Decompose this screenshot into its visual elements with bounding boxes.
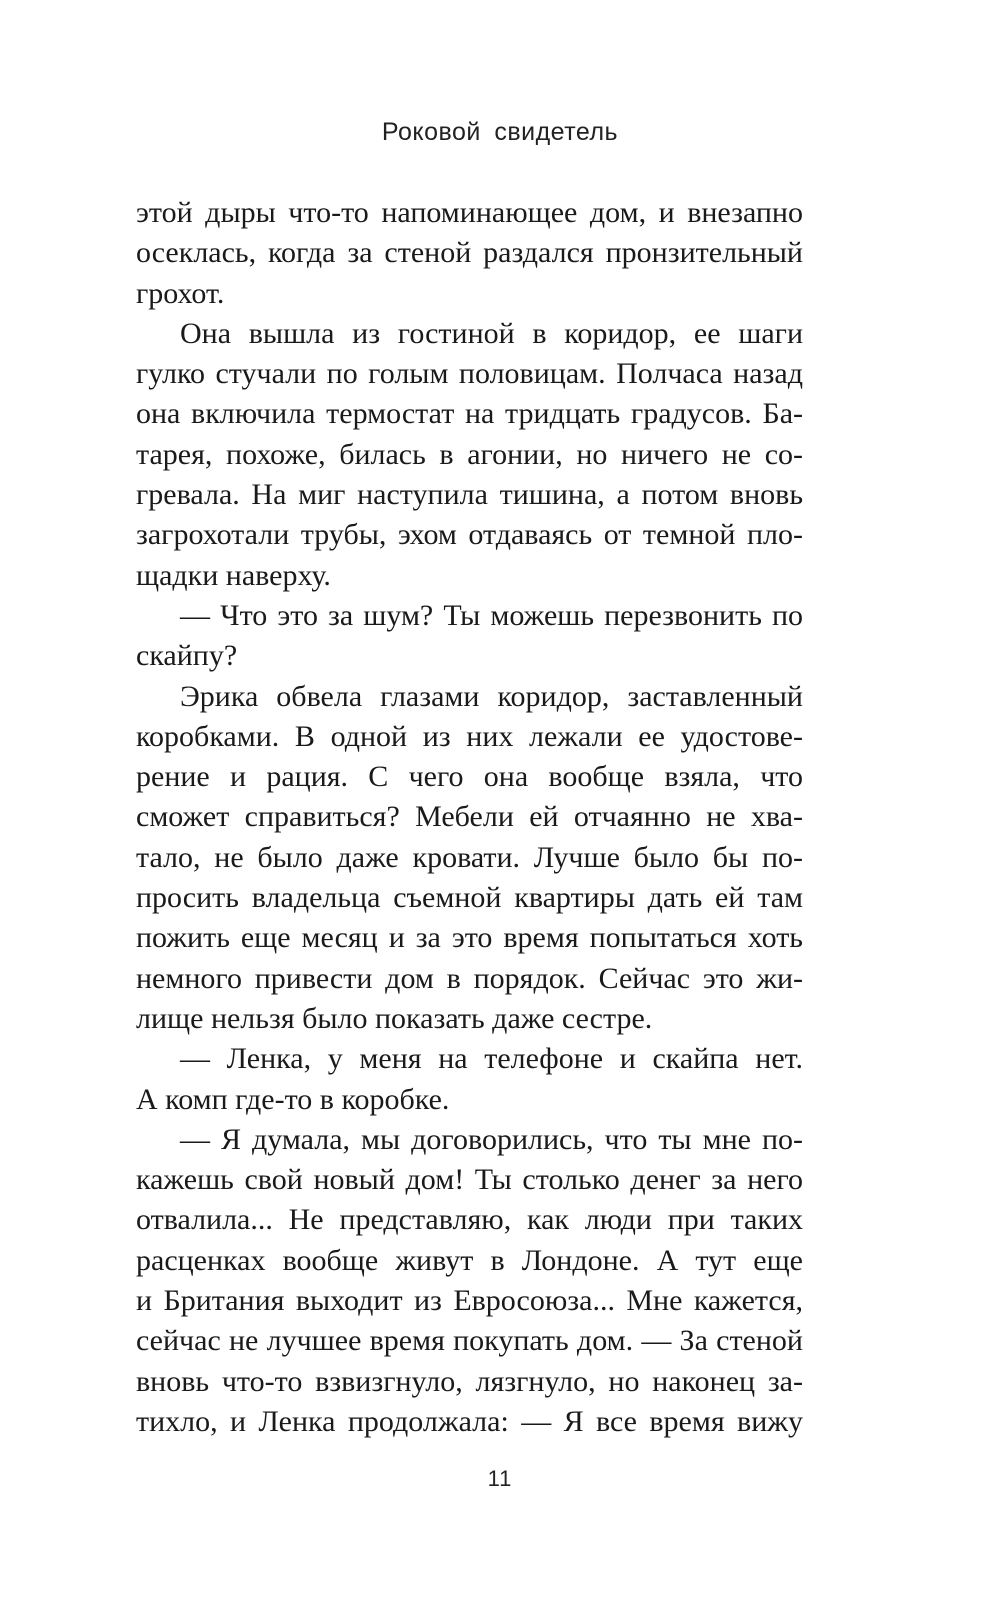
text-line: загрохотали трубы, эхом отдаваясь от темной пло- [136, 518, 803, 552]
text-line: рение и рация. С чего она вообще взяла, что [136, 760, 803, 794]
text-line: — Что это за шум? Ты можешь перезвонить по [180, 598, 803, 632]
text-line: расценках вообще живут в Лондоне. А тут еще [136, 1243, 803, 1277]
text-line: тихло, и Ленка продолжала: — Я все время вижу [136, 1404, 803, 1438]
text-line: скайпу? [136, 639, 238, 673]
text-line: осеклась, когда за стеной раздался пронзительный [136, 236, 803, 270]
text-line: этой дыры что-то напоминающее дом, и внезапно [136, 196, 803, 229]
text-line: пожить еще месяц и за это время попытаться хоть [136, 921, 803, 955]
text-line: и Британия выходит из Евросоюза... Мне кажется, [136, 1284, 803, 1318]
body-text [136, 193, 803, 1442]
running-head-title: Роковой свидетель [381, 118, 619, 146]
page-number: 11 [487, 1466, 513, 1491]
text-line: отвалила... Не представляю, как люди при таких [136, 1203, 803, 1237]
text-line: сейчас не лучшее время покупать дом. — За стеной [136, 1324, 803, 1358]
text-line: вновь что-то взвизгнуло, лязгнуло, но наконец за- [136, 1364, 803, 1398]
text-line: тало, не было даже кровати. Лучше было бы по- [136, 840, 803, 874]
text-line: она включила термостат на тридцать градусов. Ба- [136, 397, 803, 431]
text-line: просить владельца съемной квартиры дать ей там [136, 881, 803, 915]
text-line: Она вышла из гостиной в коридор, ее шаги [180, 316, 803, 350]
text-line: кажешь свой новый дом! Ты столько денег за него [136, 1163, 803, 1197]
text-line: тарея, похоже, билась в агонии, но ничего не со- [136, 437, 803, 471]
text-line: гулко стучали по голым половицам. Полчаса назад [136, 357, 803, 391]
text-line: сможет справиться? Мебели ей отчаянно не хва- [136, 800, 803, 834]
text-line: щадки наверху. [136, 558, 331, 592]
text-line: гревала. На миг наступила тишина, а потом вновь [136, 478, 803, 512]
text-line: немного привести дом в порядок. Сейчас это жи- [136, 961, 803, 995]
text-line: — Ленка, у меня на телефоне и скайпа нет. [180, 1042, 803, 1076]
text-line: лище нельзя было показать даже сестре. [136, 1001, 653, 1035]
text-line: Эрика обвела глазами коридор, заставленный [180, 679, 803, 713]
text-line: коробками. В одной из них лежали ее удостове- [136, 719, 803, 753]
text-line: — Я думала, мы договорились, что ты мне по- [180, 1122, 803, 1156]
text-line: грохот. [136, 276, 225, 310]
text-line: А комп где-то в коробке. [136, 1082, 450, 1116]
